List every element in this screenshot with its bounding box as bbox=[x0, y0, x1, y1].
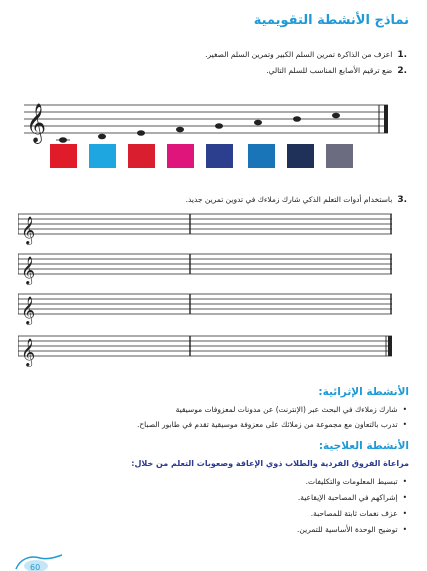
color-swatch-7 bbox=[287, 144, 314, 168]
color-swatch-8 bbox=[326, 144, 353, 168]
treble-clef-icon: 𝄞 bbox=[21, 216, 36, 244]
note-c4 bbox=[59, 137, 67, 143]
color-swatch-1 bbox=[50, 144, 77, 168]
exercise-2 bbox=[266, 66, 407, 76]
exercise-2-number: .2 bbox=[397, 66, 407, 76]
enrichment-bullet-2: • تدرب بالتعاون مع مجموعة من زملائك على معزوفة موسيقية تقدم في طابور الصباح. bbox=[137, 420, 407, 429]
blank-staff-2 bbox=[18, 248, 392, 288]
remedial-bullet-1: • تبسيط المعلومات والتكليفات. bbox=[306, 477, 407, 486]
note-g4 bbox=[215, 123, 223, 129]
remedial-bullet-2: • إشراكهم في المصاحبة الإيقاعية. bbox=[298, 493, 407, 502]
treble-clef-icon: 𝄞 bbox=[21, 338, 36, 366]
note-f4 bbox=[176, 127, 184, 133]
treble-clef-icon: 𝄞 bbox=[21, 296, 36, 324]
color-swatch-6 bbox=[248, 144, 275, 168]
exercise-1-text: اعزف من الذاكرة تمرين السلم الكبير وتمرين السلم الصغير. bbox=[205, 50, 393, 59]
page-number: 60 bbox=[30, 563, 41, 571]
color-swatch-3 bbox=[128, 144, 155, 168]
color-swatch-5 bbox=[206, 144, 233, 168]
page-number-ornament-icon bbox=[14, 553, 64, 571]
exercise-3-number: .3 bbox=[397, 195, 407, 205]
remedial-title: الأنشطة العلاجية: bbox=[318, 440, 409, 452]
note-c5 bbox=[332, 113, 340, 119]
page-title: نماذج الأنشطة التقويمية bbox=[253, 13, 409, 28]
enrichment-bullet-1: • شارك زملاءك في البحث عبر (الإنترنت) عن مدونات لمعزوفات موسيقية bbox=[176, 405, 407, 414]
exercise-3-text: باستخدام أدوات التعلم الذكي شارك زملاءك في تدوين تمرين جديد. bbox=[185, 195, 393, 204]
remedial-subtitle: مراعاة الفروق الفردية والطلاب ذوي الإعاقة وصعوبات التعلم من خلال: bbox=[131, 459, 409, 468]
exercise-1-number: .1 bbox=[397, 50, 407, 60]
note-d4 bbox=[98, 134, 106, 140]
blank-staff-1 bbox=[18, 208, 392, 248]
remedial-bullet-3: • عزف نغمات ثابتة للمصاحبة. bbox=[311, 509, 407, 518]
treble-clef-icon: 𝄞 bbox=[26, 103, 47, 143]
exercise-2-text: ضع ترقيم الأصابع المناسب للسلم التالي. bbox=[266, 66, 393, 75]
note-b4 bbox=[293, 116, 301, 122]
blank-staff-4 bbox=[18, 330, 392, 370]
exercise-3 bbox=[186, 195, 407, 205]
note-a4 bbox=[254, 120, 262, 126]
remedial-bullet-4: • توضيح الوحدة الأساسية للتمرين. bbox=[297, 525, 407, 534]
color-swatch-2 bbox=[89, 144, 116, 168]
color-swatch-4 bbox=[167, 144, 194, 168]
blank-staff-3 bbox=[18, 288, 392, 328]
treble-clef-icon: 𝄞 bbox=[21, 256, 36, 284]
enrichment-title: الأنشطة الإثرائية: bbox=[318, 386, 409, 398]
exercise-1 bbox=[205, 50, 407, 60]
note-e4 bbox=[137, 130, 145, 136]
